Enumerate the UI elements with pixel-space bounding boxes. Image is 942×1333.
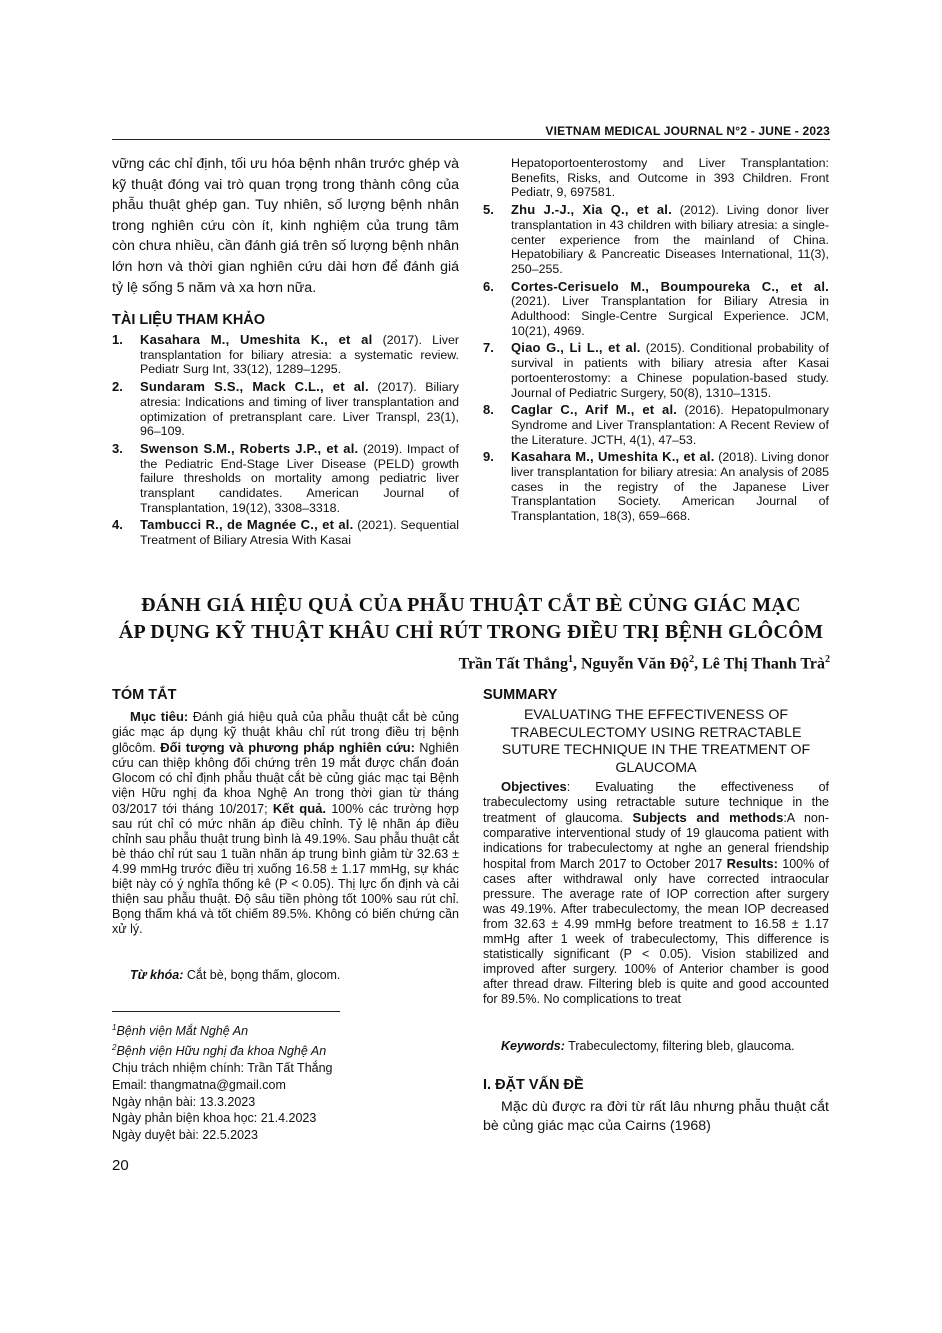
- page-number: 20: [112, 1157, 129, 1174]
- article-title-line1: ĐÁNH GIÁ HIỆU QUẢ CỦA PHẪU THUẬT CẮT BÈ CỦNG GIÁC MẠC: [141, 594, 801, 616]
- summary-body: Objectives: Evaluating the effectiveness of trabeculectomy using retractable suture technique in the treatment of glaucoma. Subjects and methods:A non-comparative interventional study of 19 glaucoma patient with indications for trabeculectomy at nghe an general friendship hospital from March 2017 to October 2017 Results: 100% of cases after withdrawal only have corrected intraocular pressure. The average rate of IOP correction after surgery was 49.19%. After trabeculectomy, the mean IOP decreased from 32.63 ± 4.99 mmHg before treatment to 16.58 ± 1.17 mmHg after 1 week of trabeculectomy, This difference is statistically significant (P < 0.05). Vision stabilized and improved after surgery. 100% of Anterior chamber is good after thread draw. Filtering bleb is quite and good accounted for 89.5%. No complications to treat: [483, 779, 829, 1006]
- responsible-author: Chịu trách nhiệm chính: Trần Tất Thắng: [112, 1060, 333, 1075]
- references-title: TÀI LIỆU THAM KHẢO: [112, 312, 266, 328]
- affiliation-1: $^1$Bệnh viện Mắt Nghệ An: [112, 1023, 249, 1039]
- reference-item: 6. Cortes-Cerisuelo M., Boumpoureka C., et al. (2021). Liver Transplantation for Biliary Atresia in Adulthood: Single-Centre Surgical Experience. JCM, 10(21), 4969.: [483, 278, 829, 338]
- footnotes: [112, 1020, 459, 1144]
- article-authors: Trần Tất Thắng$^1$, Nguyễn Văn Độ$^2$, Lê Thị Thanh Trà$^2$: [458, 654, 830, 673]
- abstract-vi-keywords: Từ khóa: Cắt bè, bọng thấm, glocom.: [130, 968, 341, 982]
- email: Email: thangmatna@gmail.com: [112, 1077, 286, 1092]
- reference-continuation: Hepatoportoenterostomy and Liver Transplantation: Benefits, Risks, and Outcome in 393 Children. Front Pediatr, 9, 697581.: [511, 156, 829, 200]
- reference-item: 1. Kasahara M., Umeshita K., et al (2017). Liver transplantation for biliary atresia: a systematic review. Pediatr Surg Int, 33(12), 1289–1295.: [112, 332, 459, 377]
- date-reviewed: Ngày phản biện khoa học: 21.4.2023: [112, 1111, 317, 1126]
- abstract-vi-body: Mục tiêu: Đánh giá hiệu quả của phẫu thuật cắt bè củng giác mạc áp dụng kỹ thuật khâu chỉ rút trong điều trị bệnh glôcôm. Đối tượng và phương pháp nghiên cứu: Nghiên cứu can thiệp không đối chứng trên 19 mắt được chẩn đoán Glocom có chỉ định phẫu thuật cắt bè củng giác mạc tại Bệnh viện Hữu nghị đa khoa Nghệ An trong thời gian từ tháng 03/2017 tới tháng 10/2017; Kết quả. 100% các trường hợp sau rút chỉ có mức nhãn áp điều chỉnh. Tỷ lệ nhãn áp điều chỉnh sau phẫu thuật trung bình là 49.19%. Sau phẫu thuật cắt bè tháo chỉ rút sau 1 tuần nhãn áp trung bình giảm từ 32.63 ± 4.99 mmHg trước điều trị xuống 16.58 ± 1.17 mmHg, sự khác biệt này có ý nghĩa thống kê (P < 0.05). Thị lực ổn định và cải thiện sau phẫu thuật. Độ sâu tiền phòng tốt 100% sau rút chỉ. Bọng thấm khá và tốt chiếm 89.5%. Không có biến chứng cần xử lý.: [112, 709, 459, 936]
- abstract-vi-heading: TÓM TẮT: [112, 687, 177, 703]
- date-approved: Ngày duyệt bài: 22.5.2023: [112, 1128, 258, 1143]
- reference-item: 2. Sundaram S.S., Mack C.L., et al. (2017). Biliary atresia: Indications and timing of liver transplantation and optimization of pretransplant care. Liver Transpl, 23(1), 96–109.: [112, 379, 459, 439]
- summary-heading: SUMMARY: [483, 687, 558, 703]
- reference-item: 5. Zhu J.-J., Xia Q., et al. (2012). Living donor liver transplantation in 43 children with biliary atresia: a single-center experience from the mainland of China. Hepatobiliary & Pancreatic Diseases International, 11(3), 250–255.: [483, 202, 829, 276]
- summary-title: EVALUATING THE EFFECTIVENESS OF TRABECULECTOMY USING RETRACTABLE SUTURE TECHNIQUE IN THE TREATMENT OF GLAUCOMA: [501, 707, 811, 776]
- reference-item: 9. Kasahara M., Umeshita K., et al. (2018). Living donor liver transplantation for biliary atresia: An analysis of 2085 cases in the registry of the Japanese Liver Transplantation Society. American Journal of Transplantation, 18(3), 659–668.: [483, 449, 829, 524]
- reference-item: 4. Tambucci R., de Magnée C., et al. (2021). Sequential Treatment of Biliary Atresia With Kasai: [112, 517, 459, 548]
- references-right: [483, 156, 829, 527]
- section-intro-heading: I. ĐẶT VẤN ĐỀ: [483, 1077, 584, 1093]
- footnote-rule: [112, 1011, 340, 1012]
- article-title-line2: ÁP DỤNG KỸ THUẬT KHÂU CHỈ RÚT TRONG ĐIỀU TRỊ BỆNH GLÔCÔM: [118, 621, 824, 643]
- journal-header: VIETNAM MEDICAL JOURNAL N°2 - JUNE - 2023: [545, 124, 830, 138]
- date-received: Ngày nhận bài: 13.3.2023: [112, 1094, 256, 1109]
- references-left: [112, 333, 459, 551]
- header-rule: [112, 139, 830, 140]
- section-intro-text: Mặc dù được ra đời từ rất lâu nhưng phẫu thuật cắt bè củng giác mạc của Cairns (1968): [483, 1099, 829, 1134]
- reference-item: 8. Caglar C., Arif M., et al. (2016). Hepatopulmonary Syndrome and Liver Transplantation: A Recent Review of the Literature. JCTH, 4(1), 47–53.: [483, 402, 829, 447]
- reference-item: 3. Swenson S.M., Roberts J.P., et al. (2019). Impact of the Pediatric End-Stage Liver Disease (PELD) growth failure thresholds on mortality among pediatric liver transplant candidates. American Journal of Transplantation, 19(12), 3308–3318.: [112, 440, 460, 515]
- summary-keywords: Keywords: Trabeculectomy, filtering bleb, glaucoma.: [501, 1039, 795, 1053]
- intro-continuation: vững các chỉ định, tối ưu hóa bệnh nhân trước ghép và kỹ thuật đóng vai trò quan trọng trong thành công của phẫu thuật ghép gan. Tuy nhiên, số lượng bệnh nhân trong nghiên cứu còn ít, kinh nghiệm của trung tâm còn chưa nhiều, cần đánh giá trên số lượng bệnh nhân lớn hơn và thời gian nghiên cứu dài hơn để đánh giá tỷ lệ sống 5 năm và xa hơn nữa.: [112, 156, 459, 296]
- affiliation-2: $^2$Bệnh viện Hữu nghị đa khoa Nghệ An: [112, 1042, 327, 1059]
- reference-item: 7. Qiao G., Li L., et al. (2015). Conditional probability of survival in patients with biliary atresia after Kasai portoenterostomy: a Chinese population-based study. Journal of Pediatric Surgery, 50(8), 1310–1315.: [483, 340, 829, 400]
